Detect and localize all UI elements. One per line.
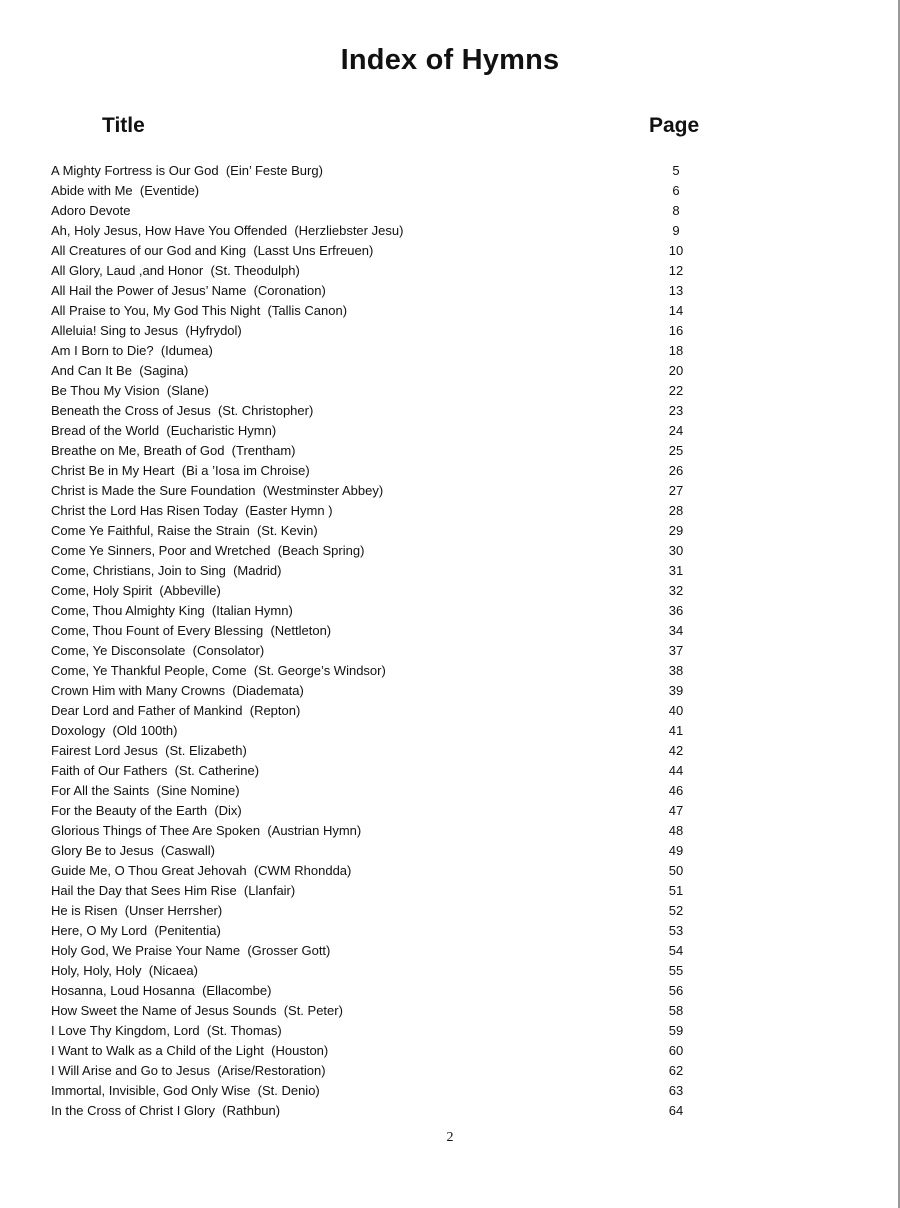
hymn-page-number: 34 — [668, 623, 684, 638]
hymn-entry-name — [51, 641, 264, 661]
hymn-title: I Will Arise and Go to Jesus — [51, 1063, 210, 1078]
hymn-page-number: 13 — [668, 283, 684, 298]
hymn-entry-name — [51, 921, 221, 941]
hymn-entry-name — [51, 281, 326, 301]
hymn-tune: (Eventide) — [139, 183, 200, 198]
hymn-title: For the Beauty of the Earth — [51, 803, 208, 818]
hymn-entry — [51, 561, 711, 581]
hymn-entry — [51, 541, 711, 561]
hymn-page-number: 14 — [668, 303, 684, 318]
hymn-tune: (St. Catherine) — [174, 763, 260, 778]
page-number: 2 — [446, 1130, 454, 1145]
hymn-tune: (Lasst Uns Erfreuen) — [253, 243, 374, 258]
hymn-entry — [51, 601, 711, 621]
hymn-entry — [51, 1081, 711, 1101]
hymn-entry-name — [51, 201, 131, 221]
hymn-page-number: 22 — [668, 383, 684, 398]
hymn-page-number: 48 — [668, 823, 684, 838]
hymn-entry — [51, 861, 711, 881]
hymn-entry-name — [51, 421, 276, 441]
hymn-entry-name — [51, 1081, 320, 1101]
hymn-tune: (Consolator) — [192, 643, 265, 658]
hymn-title: Come, Christians, Join to Sing — [51, 563, 226, 578]
hymn-tune: (St. Peter) — [283, 1003, 343, 1018]
hymn-tune: (Trentham) — [231, 443, 296, 458]
hymn-index-list — [51, 161, 711, 1121]
hymn-entry-name — [51, 1021, 282, 1041]
hymn-entry-name — [51, 501, 333, 521]
hymn-entry — [51, 1041, 711, 1061]
hymn-tune: (Ellacombe) — [202, 983, 272, 998]
hymn-entry — [51, 661, 711, 681]
hymn-entry — [51, 921, 711, 941]
hymn-page-number: 56 — [668, 983, 684, 998]
hymn-entry-name — [51, 241, 373, 261]
hymn-tune: (Repton) — [249, 703, 301, 718]
hymn-entry-name — [51, 581, 221, 601]
hymn-entry — [51, 301, 711, 321]
hymn-title: Hail the Day that Sees Him Rise — [51, 883, 237, 898]
hymn-title: Come, Thou Fount of Every Blessing — [51, 623, 264, 638]
hymn-entry-name — [51, 601, 293, 621]
hymn-title: Christ the Lord Has Risen Today — [51, 503, 238, 518]
hymn-page-number: 55 — [668, 963, 684, 978]
hymn-entry — [51, 761, 711, 781]
hymn-entry — [51, 1061, 711, 1081]
hymn-entry — [51, 201, 711, 221]
hymn-title: Abide with Me — [51, 183, 133, 198]
hymn-entry — [51, 401, 711, 421]
hymn-page-number: 30 — [668, 543, 684, 558]
hymn-entry — [51, 881, 711, 901]
hymn-entry-name — [51, 721, 177, 741]
hymn-title: All Glory, Laud ,and Honor — [51, 263, 204, 278]
hymn-title: In the Cross of Christ I Glory — [51, 1103, 215, 1118]
hymn-title: Fairest Lord Jesus — [51, 743, 158, 758]
column-header-page: Page — [649, 114, 700, 137]
hymn-entry-name — [51, 541, 364, 561]
hymn-entry — [51, 841, 711, 861]
hymn-entry-name — [51, 321, 242, 341]
hymn-entry — [51, 181, 711, 201]
hymn-tune: (Diademata) — [232, 683, 304, 698]
hymn-title: Bread of the World — [51, 423, 160, 438]
hymn-entry-name — [51, 441, 295, 461]
hymn-title: Breathe on Me, Breath of God — [51, 443, 225, 458]
hymn-entry-name — [51, 1101, 280, 1121]
hymn-entry-name — [51, 621, 331, 641]
hymn-page-number: 40 — [668, 703, 684, 718]
hymn-entry-name — [51, 481, 383, 501]
hymn-page-number: 37 — [668, 643, 684, 658]
hymn-entry-name — [51, 901, 222, 921]
hymn-page-number: 23 — [668, 403, 684, 418]
hymn-tune: (Arise/Restoration) — [217, 1063, 326, 1078]
hymn-page-number: 53 — [668, 923, 684, 938]
hymn-title: Come, Holy Spirit — [51, 583, 153, 598]
hymn-entry-name — [51, 561, 282, 581]
hymn-entry-name — [51, 301, 347, 321]
hymn-title: Hosanna, Loud Hosanna — [51, 983, 195, 998]
hymn-title: How Sweet the Name of Jesus Sounds — [51, 1003, 277, 1018]
hymn-tune: (Beach Spring) — [277, 543, 365, 558]
hymn-entry — [51, 961, 711, 981]
hymn-entry — [51, 521, 711, 541]
hymn-page-number: 32 — [668, 583, 684, 598]
hymn-tune: (Madrid) — [233, 563, 282, 578]
hymn-title: For All the Saints — [51, 783, 150, 798]
hymn-tune: (St. George’s Windsor) — [253, 663, 386, 678]
hymn-entry — [51, 721, 711, 741]
hymn-entry-name — [51, 521, 318, 541]
hymn-title: Holy God, We Praise Your Name — [51, 943, 241, 958]
hymn-page-number: 38 — [668, 663, 684, 678]
hymn-page-number: 63 — [668, 1083, 684, 1098]
hymn-entry — [51, 581, 711, 601]
hymn-tune: (Dix) — [214, 803, 242, 818]
hymn-tune: (St. Kevin) — [256, 523, 318, 538]
hymn-tune: (Westminster Abbey) — [262, 483, 384, 498]
hymn-entry-name — [51, 981, 271, 1001]
hymn-tune: (Llanfair) — [243, 883, 296, 898]
hymn-entry-name — [51, 361, 188, 381]
hymn-title: Crown Him with Many Crowns — [51, 683, 226, 698]
hymn-tune: (St. Thomas) — [206, 1023, 282, 1038]
hymn-page-number: 58 — [668, 1003, 684, 1018]
hymn-tune: (Hyfrydol) — [185, 323, 242, 338]
hymn-page-number: 39 — [668, 683, 684, 698]
hymn-title: Come, Thou Almighty King — [51, 603, 205, 618]
hymn-entry — [51, 641, 711, 661]
hymn-entry-name — [51, 761, 259, 781]
hymn-page-number: 36 — [668, 603, 684, 618]
hymn-entry-name — [51, 941, 330, 961]
hymn-tune: (Slane) — [166, 383, 209, 398]
hymn-page-number: 5 — [672, 163, 680, 178]
hymn-page-number: 49 — [668, 843, 684, 858]
hymn-page-number: 28 — [668, 503, 684, 518]
hymn-entry — [51, 261, 711, 281]
hymn-entry-name — [51, 861, 351, 881]
hymn-entry-name — [51, 401, 313, 421]
hymn-entry — [51, 341, 711, 361]
hymn-entry — [51, 481, 711, 501]
hymn-entry — [51, 821, 711, 841]
hymn-title: Holy, Holy, Holy — [51, 963, 142, 978]
hymn-entry — [51, 501, 711, 521]
hymn-tune: (Austrian Hymn) — [267, 823, 362, 838]
hymn-entry-name — [51, 461, 310, 481]
hymn-tune: (Bi a ’Iosa im Chroise) — [181, 463, 310, 478]
hymn-page-number: 26 — [668, 463, 684, 478]
hymn-entry — [51, 161, 711, 181]
hymn-title: Glorious Things of Thee Are Spoken — [51, 823, 261, 838]
hymn-entry — [51, 981, 711, 1001]
hymn-title: Christ Be in My Heart — [51, 463, 175, 478]
hymn-page-number: 18 — [668, 343, 684, 358]
hymn-tune: (Tallis Canon) — [267, 303, 348, 318]
column-header-title: Title — [102, 114, 145, 137]
hymn-page-number: 64 — [668, 1103, 684, 1118]
hymn-tune: (Abbeville) — [159, 583, 221, 598]
hymn-entry — [51, 801, 711, 821]
hymn-entry-name — [51, 701, 300, 721]
hymn-page-number: 60 — [668, 1043, 684, 1058]
hymn-entry-name — [51, 961, 198, 981]
hymn-entry-name — [51, 661, 386, 681]
hymn-tune: (Houston) — [271, 1043, 329, 1058]
hymn-page-number: 47 — [668, 803, 684, 818]
hymn-entry-name — [51, 881, 295, 901]
hymn-tune: (Eucharistic Hymn) — [166, 423, 277, 438]
hymn-tune: (St. Theodulph) — [210, 263, 300, 278]
hymn-entry-name — [51, 261, 300, 281]
hymn-tune: (Nicaea) — [148, 963, 198, 978]
hymn-entry — [51, 621, 711, 641]
hymn-page-number: 46 — [668, 783, 684, 798]
hymn-entry — [51, 781, 711, 801]
hymn-tune: (Sagina) — [139, 363, 189, 378]
hymn-tune: (Italian Hymn) — [211, 603, 293, 618]
hymn-page-number: 25 — [668, 443, 684, 458]
hymn-entry-name — [51, 381, 209, 401]
hymn-title: All Creatures of our God and King — [51, 243, 247, 258]
hymn-title: I Want to Walk as a Child of the Light — [51, 1043, 264, 1058]
hymn-tune: (Sine Nomine) — [156, 783, 240, 798]
hymn-title: Doxology — [51, 723, 106, 738]
hymn-page-number: 52 — [668, 903, 684, 918]
hymn-tune: (Caswall) — [160, 843, 216, 858]
hymn-title: Here, O My Lord — [51, 923, 148, 938]
hymn-title: Immortal, Invisible, God Only Wise — [51, 1083, 251, 1098]
hymn-title: All Praise to You, My God This Night — [51, 303, 261, 318]
hymn-tune: (Nettleton) — [270, 623, 332, 638]
hymn-entry-name — [51, 781, 240, 801]
hymn-title: A Mighty Fortress is Our God — [51, 163, 219, 178]
hymn-title: Am I Born to Die? — [51, 343, 154, 358]
hymn-tune: (Penitentia) — [154, 923, 221, 938]
hymn-page-number: 54 — [668, 943, 684, 958]
hymn-tune: (St. Denio) — [257, 1083, 320, 1098]
hymn-title: Ah, Holy Jesus, How Have You Offended — [51, 223, 288, 238]
hymn-entry — [51, 1101, 711, 1121]
hymn-page-number: 9 — [672, 223, 680, 238]
hymn-page-number: 16 — [668, 323, 684, 338]
hymn-tune: (Herzliebster Jesu) — [294, 223, 404, 238]
hymn-title: Guide Me, O Thou Great Jehovah — [51, 863, 247, 878]
hymn-page-number: 29 — [668, 523, 684, 538]
hymn-entry — [51, 461, 711, 481]
hymn-entry-name — [51, 181, 199, 201]
hymn-tune: (Easter Hymn ) — [245, 503, 333, 518]
hymn-page-number: 8 — [672, 203, 680, 218]
hymn-title: Come, Ye Disconsolate — [51, 643, 186, 658]
hymn-title: Dear Lord and Father of Mankind — [51, 703, 243, 718]
hymn-entry-name — [51, 841, 215, 861]
hymn-title: Faith of Our Fathers — [51, 763, 168, 778]
hymn-tune: (Ein’ Feste Burg) — [225, 163, 323, 178]
hymn-tune: (CWM Rhondda) — [253, 863, 352, 878]
hymn-page-number: 31 — [668, 563, 684, 578]
hymn-page-number: 6 — [672, 183, 680, 198]
hymn-page-number: 20 — [668, 363, 684, 378]
hymn-tune: (Unser Herrsher) — [124, 903, 223, 918]
hymn-entry — [51, 941, 711, 961]
hymn-page-number: 50 — [668, 863, 684, 878]
hymn-title: And Can It Be — [51, 363, 132, 378]
hymn-entry-name — [51, 221, 403, 241]
hymn-page-number: 27 — [668, 483, 684, 498]
page-title: Index of Hymns — [340, 44, 560, 76]
hymn-title: Be Thou My Vision — [51, 383, 160, 398]
hymn-page-number: 42 — [668, 743, 684, 758]
hymn-entry — [51, 321, 711, 341]
hymn-entry-name — [51, 161, 323, 181]
hymn-page-number: 24 — [668, 423, 684, 438]
hymn-entry-name — [51, 801, 242, 821]
hymn-title: Come, Ye Thankful People, Come — [51, 663, 247, 678]
hymn-entry-name — [51, 1041, 328, 1061]
hymn-page-number: 51 — [668, 883, 684, 898]
hymn-entry-name — [51, 681, 304, 701]
hymn-title: Come Ye Sinners, Poor and Wretched — [51, 543, 271, 558]
hymn-title: Adoro Devote — [51, 203, 131, 218]
hymn-tune: (St. Elizabeth) — [165, 743, 247, 758]
hymn-title: All Hail the Power of Jesus’ Name — [51, 283, 247, 298]
hymn-page-number: 44 — [668, 763, 684, 778]
hymn-entry-name — [51, 821, 361, 841]
hymn-entry-name — [51, 741, 247, 761]
hymn-tune: (Rathbun) — [222, 1103, 281, 1118]
hymn-tune: (St. Christopher) — [217, 403, 314, 418]
hymn-tune: (Grosser Gott) — [247, 943, 331, 958]
hymn-title: I Love Thy Kingdom, Lord — [51, 1023, 200, 1038]
hymn-entry — [51, 1021, 711, 1041]
hymn-page-number: 10 — [668, 243, 684, 258]
hymn-tune: (Coronation) — [253, 283, 326, 298]
hymn-entry — [51, 281, 711, 301]
hymn-title: Beneath the Cross of Jesus — [51, 403, 211, 418]
hymn-tune: (Idumea) — [160, 343, 213, 358]
hymn-title: Come Ye Faithful, Raise the Strain — [51, 523, 250, 538]
hymn-page-number: 62 — [668, 1063, 684, 1078]
hymn-entry — [51, 741, 711, 761]
hymn-entry-name — [51, 1061, 326, 1081]
hymn-title: He is Risen — [51, 903, 118, 918]
hymn-title: Glory Be to Jesus — [51, 843, 154, 858]
hymn-entry — [51, 441, 711, 461]
hymn-entry — [51, 221, 711, 241]
hymn-entry — [51, 361, 711, 381]
hymn-page-number: 59 — [668, 1023, 684, 1038]
hymn-page-number: 12 — [668, 263, 684, 278]
hymn-tune: (Old 100th) — [112, 723, 178, 738]
hymn-page-number: 41 — [668, 723, 684, 738]
hymn-entry — [51, 381, 711, 401]
hymn-entry — [51, 701, 711, 721]
hymn-entry — [51, 901, 711, 921]
hymn-entry — [51, 681, 711, 701]
hymn-entry-name — [51, 1001, 343, 1021]
hymn-entry — [51, 241, 711, 261]
hymn-entry — [51, 421, 711, 441]
hymn-entry — [51, 1001, 711, 1021]
hymn-title: Christ is Made the Sure Foundation — [51, 483, 256, 498]
hymn-title: Alleluia! Sing to Jesus — [51, 323, 179, 338]
hymn-entry-name — [51, 341, 213, 361]
